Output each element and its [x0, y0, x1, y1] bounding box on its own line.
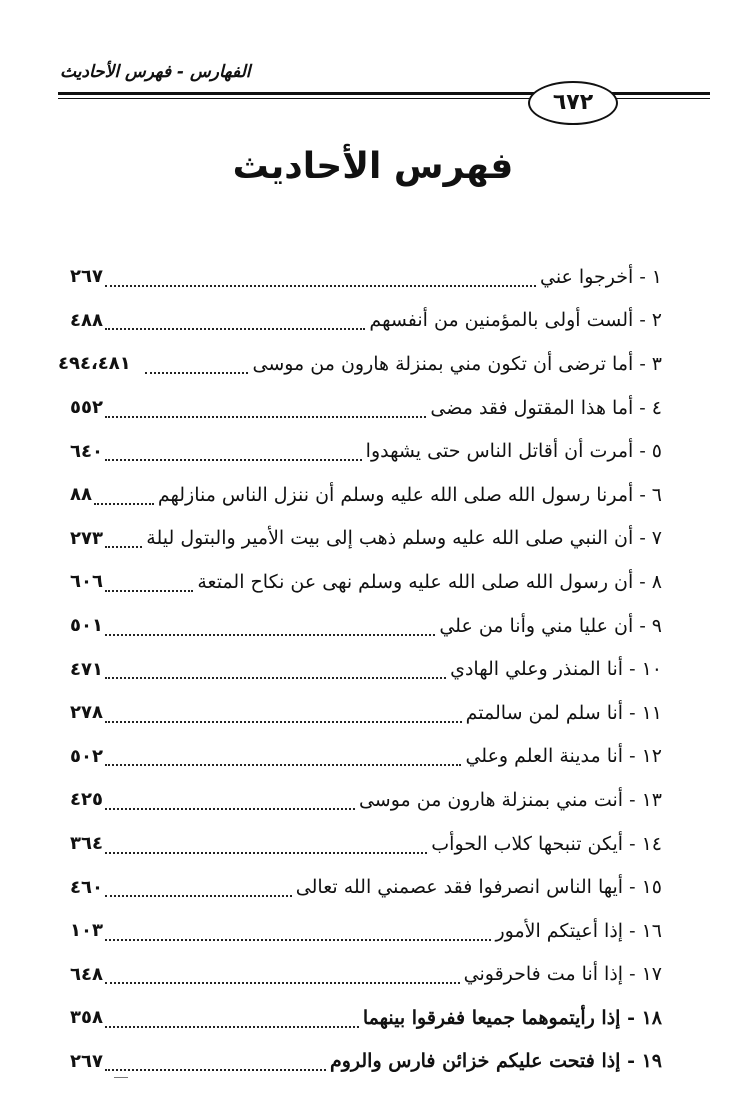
- index-entry: [70, 517, 662, 561]
- entry-text: ٢ - ألست أولى بالمؤمنين من أنفسهم: [369, 309, 662, 332]
- index-entry: [70, 386, 662, 430]
- entry-text: ٣ - أما ترضى أن تكون مني بمنزلة هارون من موسى: [252, 352, 662, 375]
- index-entry: [70, 255, 662, 299]
- entry-text: ١٥ - أيها الناس انصرفوا فقد عصمني الله تعالى: [295, 876, 662, 899]
- entry-page-number: ٤٧١: [70, 658, 103, 680]
- entry-page-number: ٤٩٤،٤٨١: [58, 353, 131, 375]
- index-entry: [70, 865, 662, 909]
- leader-dots: [105, 263, 536, 287]
- entry-page-number: ٣٦٤: [70, 833, 103, 855]
- entry-page-number: ٤٨٨: [70, 309, 103, 331]
- running-header: الفهارس - فهرس الأحاديث: [60, 62, 251, 82]
- entry-text: ١٣ - أنت مني بمنزلة هارون من موسى: [358, 788, 662, 811]
- entry-page-number: ٢٧٣: [70, 527, 103, 549]
- leader-dots: [105, 830, 427, 854]
- leader-dots: [105, 306, 365, 330]
- index-entry: [70, 735, 662, 779]
- entry-page-number: ١٠٣: [70, 920, 103, 942]
- index-entry: [70, 691, 662, 735]
- hadith-index-list: [58, 255, 662, 1083]
- entry-text: ١٠ - أنا المنذر وعلي الهادي: [450, 658, 662, 681]
- entry-page-number: ٦٤٠: [70, 440, 103, 462]
- index-entry: [70, 953, 662, 997]
- index-entry: [70, 299, 662, 343]
- entry-page-number: ٦٠٦: [70, 571, 103, 593]
- leader-dots: [105, 437, 362, 461]
- entry-page-number: ٢٧٨: [70, 702, 103, 724]
- leader-dots: [105, 1004, 359, 1028]
- entry-page-number: ٥٠٢: [70, 745, 103, 767]
- footer-mark: [114, 1077, 128, 1078]
- leader-dots: [105, 786, 355, 810]
- index-entry: [70, 996, 662, 1040]
- entry-page-number: ٥٠١: [70, 615, 103, 637]
- index-entry: [70, 1040, 662, 1084]
- leader-dots: [105, 1047, 326, 1071]
- leader-dots: [105, 394, 426, 418]
- leader-dots: [145, 350, 249, 374]
- leader-dots: [105, 742, 461, 766]
- leader-dots: [105, 699, 462, 723]
- entry-text: ٩ - أن عليا مني وأنا من علي: [439, 614, 662, 637]
- entry-page-number: ٤٢٥: [70, 789, 103, 811]
- entry-text: ١١ - أنا سلم لمن سالمتم: [465, 701, 662, 724]
- index-entry: [70, 822, 662, 866]
- entry-page-number: ٢٦٧: [70, 266, 103, 288]
- entry-page-number: ٤٦٠: [70, 876, 103, 898]
- entry-page-number: ٨٨: [70, 484, 92, 506]
- leader-dots: [105, 873, 292, 897]
- leader-dots: [105, 917, 492, 941]
- entry-text: ١٨ - إذا رأيتموهما جميعا ففرقوا بينهما: [362, 1006, 662, 1029]
- entry-page-number: ٣٥٨: [70, 1007, 103, 1029]
- leader-dots: [94, 481, 154, 505]
- leader-dots: [105, 568, 193, 592]
- leader-dots: [105, 524, 142, 548]
- entry-page-number: ٢٦٧: [70, 1050, 103, 1072]
- entry-text: ٨ - أن رسول الله صلى الله عليه وسلم نهى عن نكاح المتعة: [197, 570, 662, 593]
- entry-text: ١٢ - أنا مدينة العلم وعلي: [465, 745, 662, 768]
- index-entry: [70, 604, 662, 648]
- index-entry: [70, 647, 662, 691]
- entry-text: ١٩ - إذا فتحت عليكم خزائن فارس والروم: [329, 1050, 662, 1073]
- index-entry: [70, 429, 662, 473]
- leader-dots: [105, 960, 460, 984]
- entry-text: ١٦ - إذا أعيتكم الأمور: [495, 919, 662, 942]
- entry-page-number: ٦٤٨: [70, 963, 103, 985]
- leader-dots: [105, 612, 435, 636]
- index-entry: [70, 909, 662, 953]
- index-entry: [58, 342, 662, 386]
- page-title: فهرس الأحاديث: [232, 146, 514, 187]
- entry-text: ١ - أخرجوا عني: [539, 265, 662, 288]
- entry-page-number: ٥٥٢: [70, 397, 103, 419]
- entry-text: ٧ - أن النبي صلى الله عليه وسلم ذهب إلى بيت الأمير والبتول ليلة: [146, 527, 662, 550]
- entry-text: ٥ - أمرت أن أقاتل الناس حتى يشهدوا: [365, 440, 662, 463]
- entry-text: ١٧ - إذا أنا مت فاحرقوني: [463, 963, 662, 986]
- page-number-badge: ٦٧٢: [528, 81, 618, 125]
- index-entry: [70, 778, 662, 822]
- index-entry: [70, 560, 662, 604]
- leader-dots: [105, 655, 446, 679]
- index-entry: [70, 473, 662, 517]
- entry-text: ١٤ - أيكن تنبحها كلاب الحوأب: [431, 832, 662, 855]
- entry-text: ٦ - أمرنا رسول الله صلى الله عليه وسلم أن ننزل الناس منازلهم: [157, 483, 662, 506]
- entry-text: ٤ - أما هذا المقتول فقد مضى: [430, 396, 662, 419]
